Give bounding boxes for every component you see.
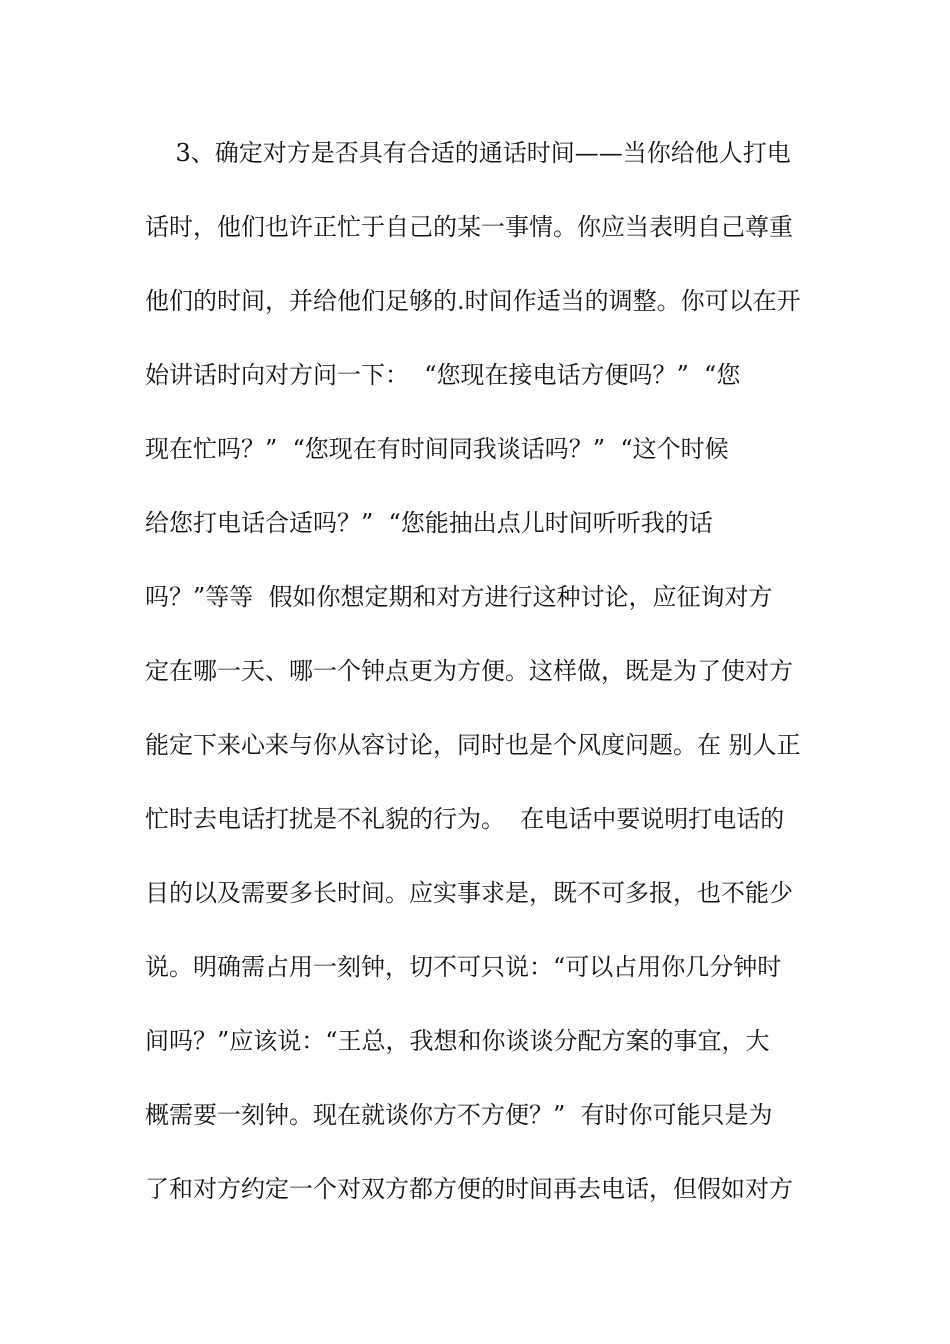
text-line: 给您打电话合适吗？” “您能抽出点儿时间听听我的话 (145, 509, 713, 537)
text-line: 3、确定对方是否具有合适的通话时间——当你给他人打电 (145, 139, 791, 167)
text-line: 他们的时间，并给他们足够的.时间作适当的调整。你可以在开 (145, 287, 801, 315)
text-line: 吗？”等等 假如你想定期和对方进行这种讨论，应征询对方 (145, 583, 773, 611)
text-line: 目的以及需要多长时间。应实事求是，既不可多报，也不能少 (145, 879, 793, 907)
text-line: 了和对方约定一个对双方都方便的时间再去电话，但假如对方 (145, 1175, 793, 1203)
text-line: 说。明确需占用一刻钟，切不可只说：“可以占用你几分钟时 (145, 953, 782, 981)
text-line: 能定下来心来与你从容讨论，同时也是个风度问题。在 别人正 (145, 731, 801, 759)
body-text (145, 132, 807, 1242)
text-line: 话时，他们也许正忙于自己的某一事情。你应当表明自己尊重 (145, 213, 793, 241)
text-line: 始讲话时向对方问一下： “您现在接电话方便吗？” “您 (145, 361, 741, 389)
text-line: 概需要一刻钟。现在就谈你方不方便？” 有时你可能只是为 (145, 1101, 773, 1129)
text-line: 间吗？”应该说：“王总，我想和你谈谈分配方案的事宜，大 (145, 1027, 770, 1055)
text-line: 定在哪一天、哪一个钟点更为方便。这样做，既是为了使对方 (145, 657, 793, 685)
text-line: 现在忙吗？” “您现在有时间同我谈话吗？” “这个时候 (145, 435, 729, 463)
text-line: 忙时去电话打扰是不礼貌的行为。 在电话中要说明打电话的 (145, 805, 785, 833)
